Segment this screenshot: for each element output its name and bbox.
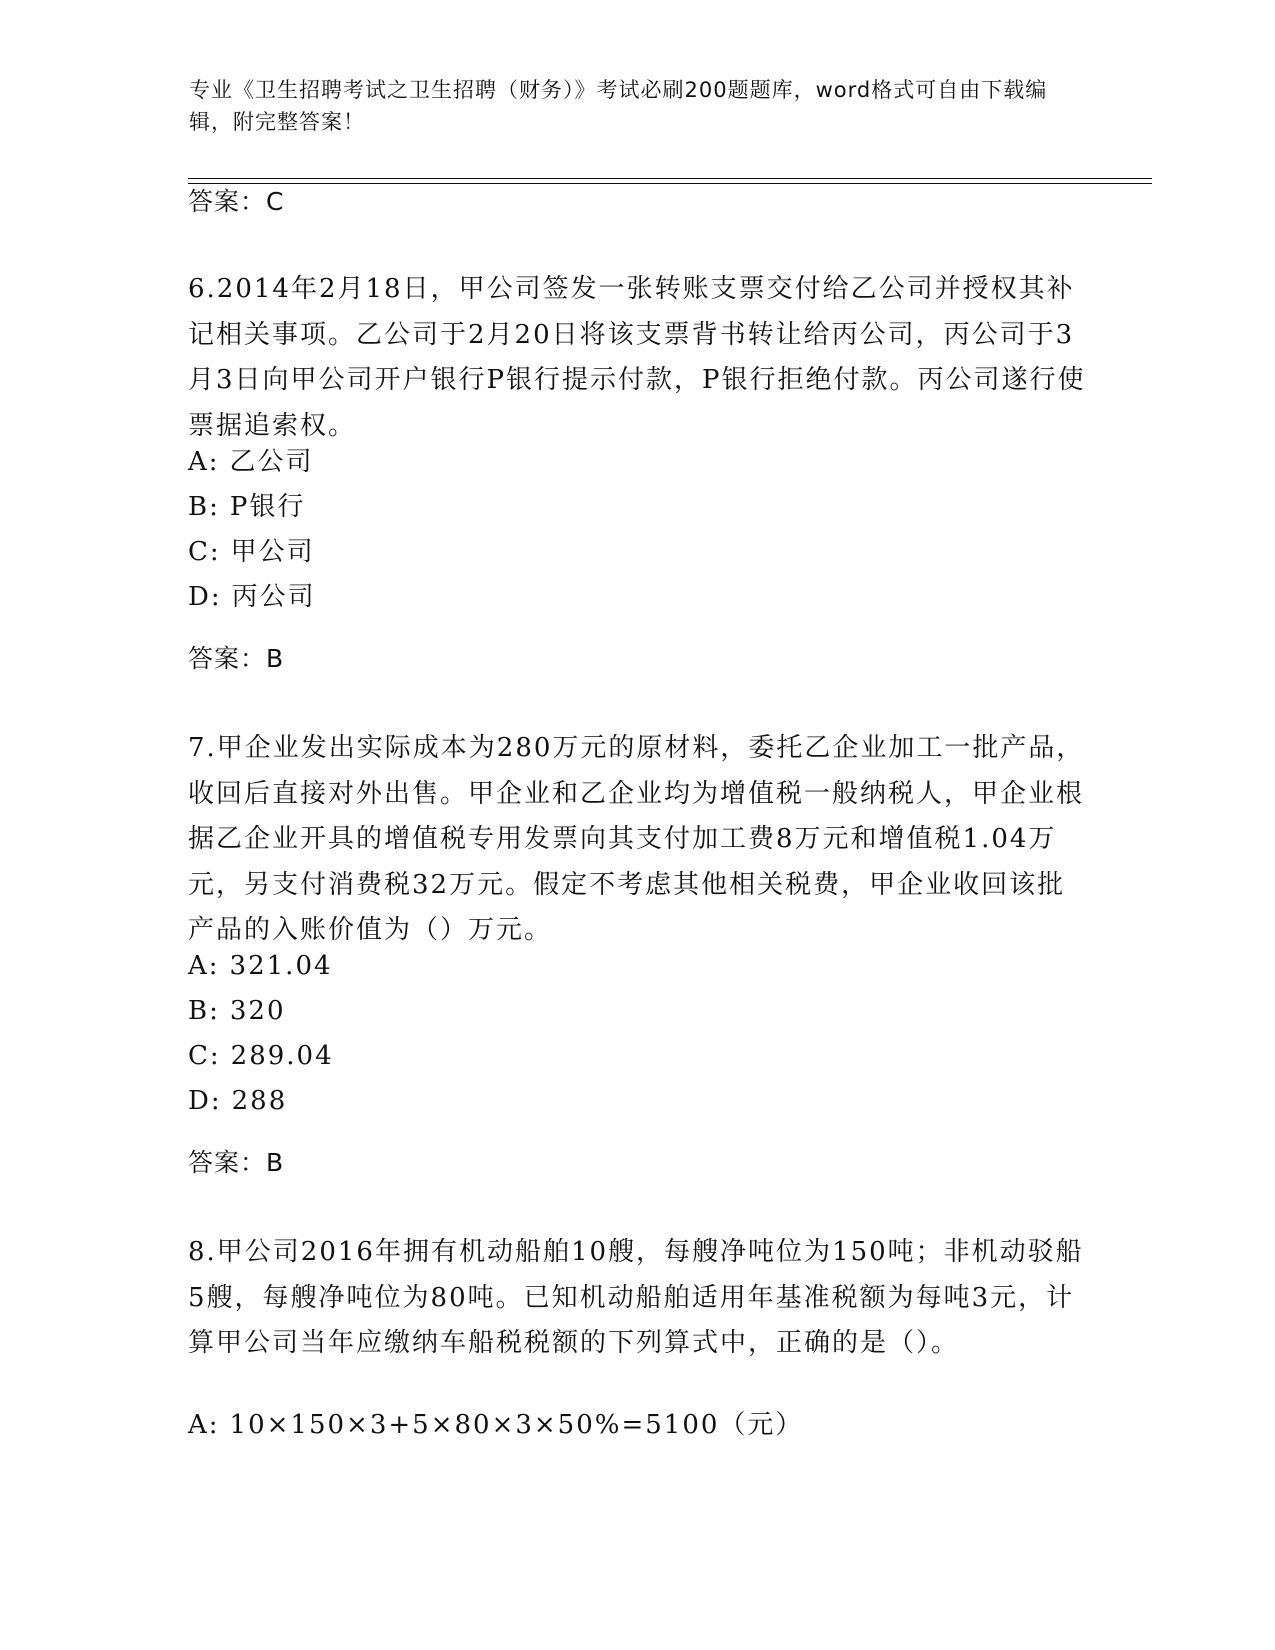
document-header: 专业《卫生招聘考试之卫生招聘（财务）》考试必刷200题题库，word格式可自由下载编辑，附完整答案！ xyxy=(189,78,1048,134)
question-6-option-a xyxy=(188,440,1093,486)
option-text: 乙公司 xyxy=(229,447,314,477)
option-letter: D: xyxy=(188,1086,222,1116)
question-7-text: 7.甲企业发出实际成本为280万元的原材料，委托乙企业加工一批产品，收回后直接对外出售。甲企业和乙企业均为增值税一般纳税人，甲企业根据乙企业开具的增值税专用发票向其支付加工费8万元和增值税1.04万元，另支付消费税32万元。假定不考虑其他相关税费，甲企业收回该批产品的入账价值为（）万元。 xyxy=(188,733,1085,945)
question-6-option-d xyxy=(188,575,1093,621)
question-7-option-d xyxy=(188,1079,1093,1125)
option-text: 288 xyxy=(231,1086,288,1116)
question-7-answer: 答案：B xyxy=(188,1148,285,1177)
question-6-option-c xyxy=(188,530,1093,576)
question-7-option-a xyxy=(188,944,1093,990)
question-7-option-c xyxy=(188,1034,1093,1080)
question-6-option-b xyxy=(188,485,1093,531)
option-letter: A: xyxy=(188,1410,220,1440)
question-6-answer: 答案：B xyxy=(188,644,285,673)
option-text: 321.04 xyxy=(229,951,333,981)
option-letter: A: xyxy=(188,447,220,477)
question-8-text: 8.甲公司2016年拥有机动船舶10艘，每艘净吨位为150吨；非机动驳船5艘，每艘净吨位为80吨。已知机动船舶适用年基准税额为每吨3元，计算甲公司当年应缴纳车船税税额的下列算式中，正确的是（）。 xyxy=(188,1237,1084,1358)
option-letter: A: xyxy=(188,951,220,981)
question-6-text: 6.2014年2月18日，甲公司签发一张转账支票交付给乙公司并授权其补记相关事项。乙公司于2月20日将该支票背书转让给丙公司，丙公司于3月3日向甲公司开户银行P银行提示付款，P银行拒绝付款。丙公司遂行使票据追索权。 xyxy=(188,274,1086,441)
option-text: P银行 xyxy=(229,492,306,522)
option-letter: C: xyxy=(188,537,221,567)
option-letter: B: xyxy=(188,492,220,522)
question-7-option-b xyxy=(188,989,1093,1035)
option-text: 甲公司 xyxy=(230,537,315,567)
question-8-option-a xyxy=(188,1403,1093,1449)
answer-line: 答案：C xyxy=(188,187,285,216)
option-letter: D: xyxy=(188,582,222,612)
option-text: 320 xyxy=(229,996,286,1026)
header-rule-bottom xyxy=(188,183,1152,184)
option-letter: B: xyxy=(188,996,220,1026)
header-rule-top xyxy=(188,178,1152,179)
option-letter: C: xyxy=(188,1041,221,1071)
option-text: 丙公司 xyxy=(231,582,316,612)
option-text: 289.04 xyxy=(230,1041,334,1071)
option-text: 10×150×3+5×80×3×50%=5100（元） xyxy=(229,1410,804,1440)
